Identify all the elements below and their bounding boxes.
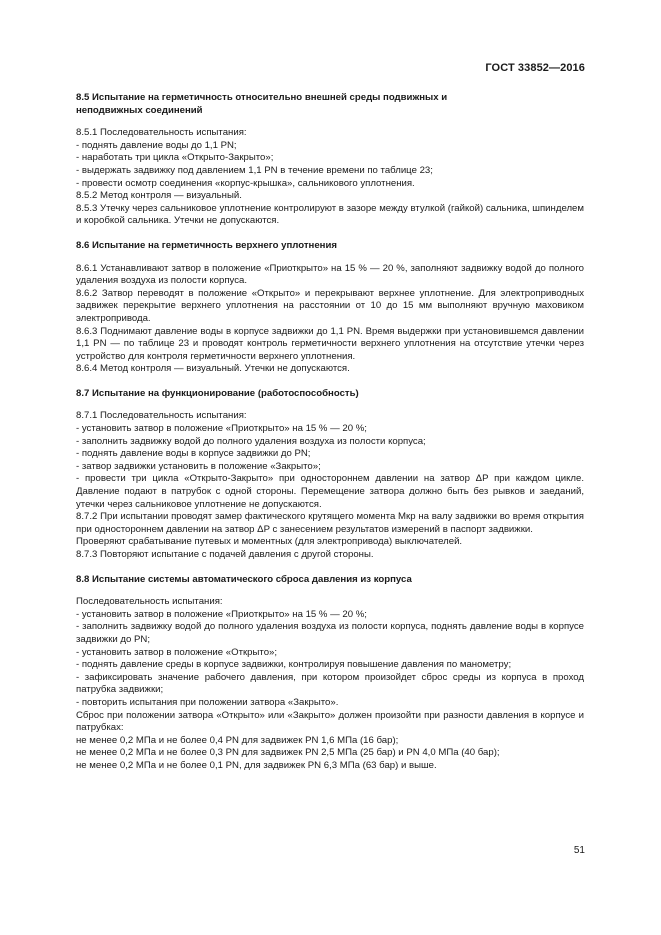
paragraph: 8.6.3 Поднимают давление воды в корпусе задвижки до 1,1 PN. Время выдержки при установившемся давлении 1,1 PN — по таблице 23 и проводят контроль герметичности верхнего уплотнения на отсутствие утечки через устройство для контроля герметичности верхнего уплотнения. <box>76 325 584 362</box>
section-8-7 <box>76 388 584 562</box>
document-body <box>76 92 584 773</box>
section-8-8 <box>76 574 584 773</box>
paragraph: 8.7.3 Повторяют испытание с подачей давления с другой стороны. <box>76 549 374 560</box>
list-item: - установить затвор в положение «Приоткрыто» на 15 % — 20 %; <box>76 423 367 435</box>
paragraph: Сброс при положении затвора «Открыто» или «Закрыто» должен произойти при разности давления в корпусе и патрубках: <box>76 709 584 734</box>
list-item: - заполнить задвижку водой до полного удаления воздуха из полости корпуса; <box>76 435 426 447</box>
list-item: - установить затвор в положение «Приоткрыто» на 15 % — 20 %; <box>76 608 367 620</box>
list-item: - провести три цикла «Открыто-Закрыто» при одностороннем давлении на затвор ΔP при каждом цикле. Давление подают в патрубок с одной стороны. Перемещение затвора должно быть без рывков и заеданий, утечки через сальниковое уплотнение не допускаются. <box>76 473 584 510</box>
paragraph: 8.6.2 Затвор переводят в положение «Открыто» и перекрывают верхнее уплотнение. Для электроприводных задвижек перекрытие верхнего уплотнения на расстоянии от 10 до 15 мм выполняют вручную маховиком электропривода. <box>76 287 584 324</box>
list-item: - зафиксировать значение рабочего давления, при котором произойдет сброс среды из корпуса в проход патрубка задвижки; <box>76 671 584 696</box>
page-number: 51 <box>573 845 585 856</box>
section-title: 8.8 Испытание системы автоматического сброса давления из корпуса <box>76 573 412 585</box>
paragraph: 8.6.4 Метод контроля — визуальный. Утечки не допускаются. <box>76 363 350 375</box>
list-item: - затвор задвижки установить в положение «Закрыто»; <box>76 460 321 472</box>
paragraph: 8.7.2 При испытании проводят замер фактического крутящего момента Mкр на валу задвижки во время открытия при одностороннем давлении на затвор ΔP с занесением результатов измерений в паспорт задвижки. <box>76 511 584 535</box>
list-item: - поднять давление среды в корпусе задвижки, контролируя повышение давления по манометру; <box>76 659 512 671</box>
list-item: - выдержать задвижку под давлением 1,1 PN в течение времени по таблице 23; <box>76 164 433 176</box>
paragraph: не менее 0,2 МПа и не более 0,1 PN, для задвижек PN 6,3 МПа (63 бар) и выше. <box>76 759 437 771</box>
list-item: - наработать три цикла «Открыто-Закрыто»; <box>76 152 274 164</box>
list-item: - провести осмотр соединения «корпус-крышка», сальникового уплотнения. <box>76 177 415 189</box>
paragraph: 8.5.3 Утечку через сальниковое уплотнение контролируют в зазоре между втулкой (гайкой) сальника, шпинделем и коробкой сальника. Утечки не допускаются. <box>76 202 584 227</box>
list-item: - заполнить задвижку водой до полного удаления воздуха из полости корпуса, поднять давление воды в корпусе задвижки до PN; <box>76 621 584 645</box>
section-title: 8.5 Испытание на герметичность относительно внешней среды подвижных и неподвижных соединений <box>76 92 448 116</box>
document-header: ГОСТ 33852—2016 <box>485 62 585 74</box>
paragraph: 8.6.1 Устанавливают затвор в положение «Приоткрыто» на 15 % — 20 %, заполняют задвижку водой до полного удаления воздуха из полости корпуса. <box>76 262 584 287</box>
paragraph: 8.5.1 Последовательность испытания: <box>76 127 247 139</box>
list-item: - установить затвор в положение «Открыто»; <box>76 646 278 658</box>
paragraph: Последовательность испытания: <box>76 596 223 608</box>
paragraph: Проверяют срабатывание путевых и моментных (для электропривода) выключателей. <box>76 536 463 548</box>
section-title: 8.6 Испытание на герметичность верхнего уплотнения <box>76 239 337 251</box>
section-title: 8.7 Испытание на функционирование (работоспособность) <box>76 387 359 399</box>
section-8-6 <box>76 240 584 376</box>
section-8-5 <box>76 92 584 228</box>
paragraph: 8.5.2 Метод контроля — визуальный. <box>76 190 242 202</box>
list-item: - повторить испытания при положении затвора «Закрыто». <box>76 696 339 708</box>
list-item: - поднять давление воды до 1,1 PN; <box>76 139 237 151</box>
paragraph: 8.7.1 Последовательность испытания: <box>76 410 247 422</box>
paragraph: не менее 0,2 МПа и не более 0,4 PN для задвижек PN 1,6 МПа (16 бар); <box>76 734 399 746</box>
list-item: - поднять давление воды в корпусе задвижки до PN; <box>76 448 311 460</box>
paragraph: не менее 0,2 МПа и не более 0,3 PN для задвижек PN 2,5 МПа (25 бар) и PN 4,0 МПа (40 бар); <box>76 747 500 759</box>
